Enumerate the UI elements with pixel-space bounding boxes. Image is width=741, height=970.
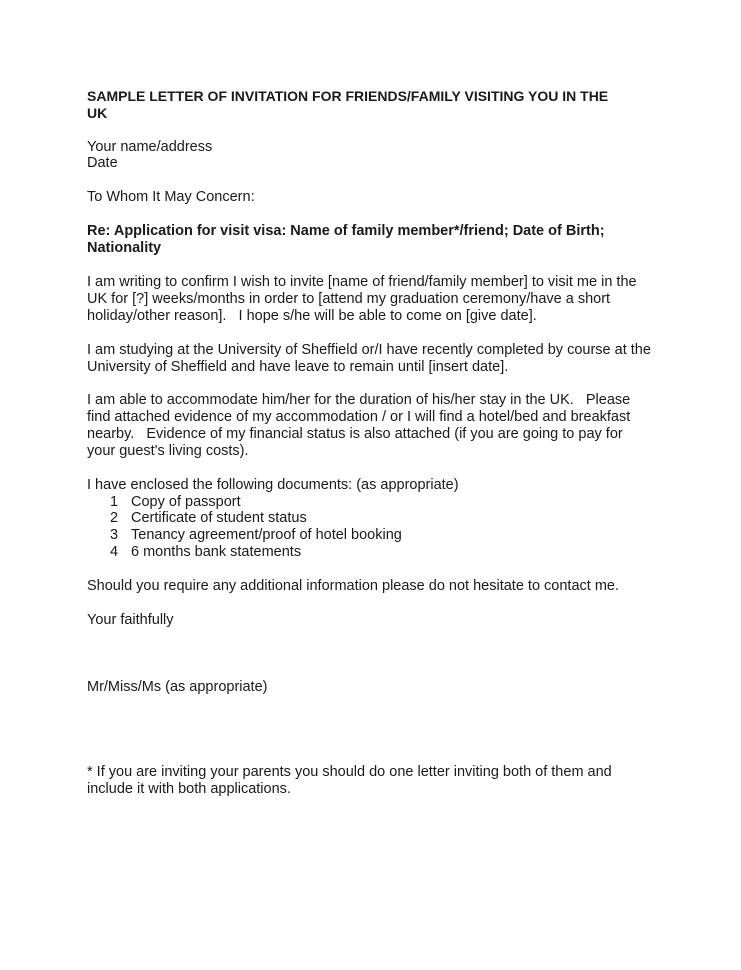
letter-date: Date bbox=[87, 155, 118, 171]
paragraph-study-status: University of Sheffield and have leave to remain until [insert date]. bbox=[87, 359, 509, 375]
letter-title: SAMPLE LETTER OF INVITATION FOR FRIENDS/FAMILY VISITING YOU IN THE bbox=[87, 88, 609, 104]
footnote: include it with both applications. bbox=[87, 781, 291, 797]
subject-line: Nationality bbox=[87, 240, 162, 256]
paragraph-accommodation: your guest's living costs). bbox=[87, 443, 249, 459]
list-item-number: 3 bbox=[110, 527, 119, 543]
paragraph-accommodation: nearby. Evidence of my financial status is also attached (if you are going to pay for bbox=[87, 426, 623, 442]
paragraph-accommodation: I am able to accommodate him/her for the duration of his/her stay in the UK. Please bbox=[87, 392, 631, 408]
list-item-number: 4 bbox=[110, 544, 119, 560]
list-item-number: 2 bbox=[110, 510, 119, 526]
paragraph-study-status: I am studying at the University of Sheffield or/I have recently completed by course at the bbox=[87, 342, 651, 358]
paragraph-invitation: UK for [?] weeks/months in order to [attend my graduation ceremony/have a short bbox=[87, 291, 611, 307]
list-item: 6 months bank statements bbox=[131, 544, 302, 560]
sign-off: Your faithfully bbox=[87, 612, 174, 628]
list-item: Tenancy agreement/proof of hotel booking bbox=[131, 527, 402, 543]
list-item: Copy of passport bbox=[131, 494, 241, 510]
footnote: * If you are inviting your parents you should do one letter inviting both of them and bbox=[87, 764, 612, 780]
list-item-number: 1 bbox=[110, 494, 119, 510]
enclosures-intro: I have enclosed the following documents: (as appropriate) bbox=[87, 477, 459, 493]
paragraph-invitation: I am writing to confirm I wish to invite [name of friend/family member] to visit me in the bbox=[87, 274, 637, 290]
salutation: To Whom It May Concern: bbox=[87, 189, 255, 205]
signature-name: Mr/Miss/Ms (as appropriate) bbox=[87, 679, 268, 695]
list-item: Certificate of student status bbox=[131, 510, 307, 526]
letter-title: UK bbox=[87, 105, 108, 121]
paragraph-invitation: holiday/other reason]. I hope s/he will be able to come on [give date]. bbox=[87, 308, 537, 324]
paragraph-accommodation: find attached evidence of my accommodation / or I will find a hotel/bed and breakfast bbox=[87, 409, 631, 425]
closing-paragraph: Should you require any additional information please do not hesitate to contact me. bbox=[87, 578, 620, 594]
subject-line: Re: Application for visit visa: Name of family member*/friend; Date of Birth; bbox=[87, 223, 605, 239]
sender-address: Your name/address bbox=[87, 139, 213, 155]
